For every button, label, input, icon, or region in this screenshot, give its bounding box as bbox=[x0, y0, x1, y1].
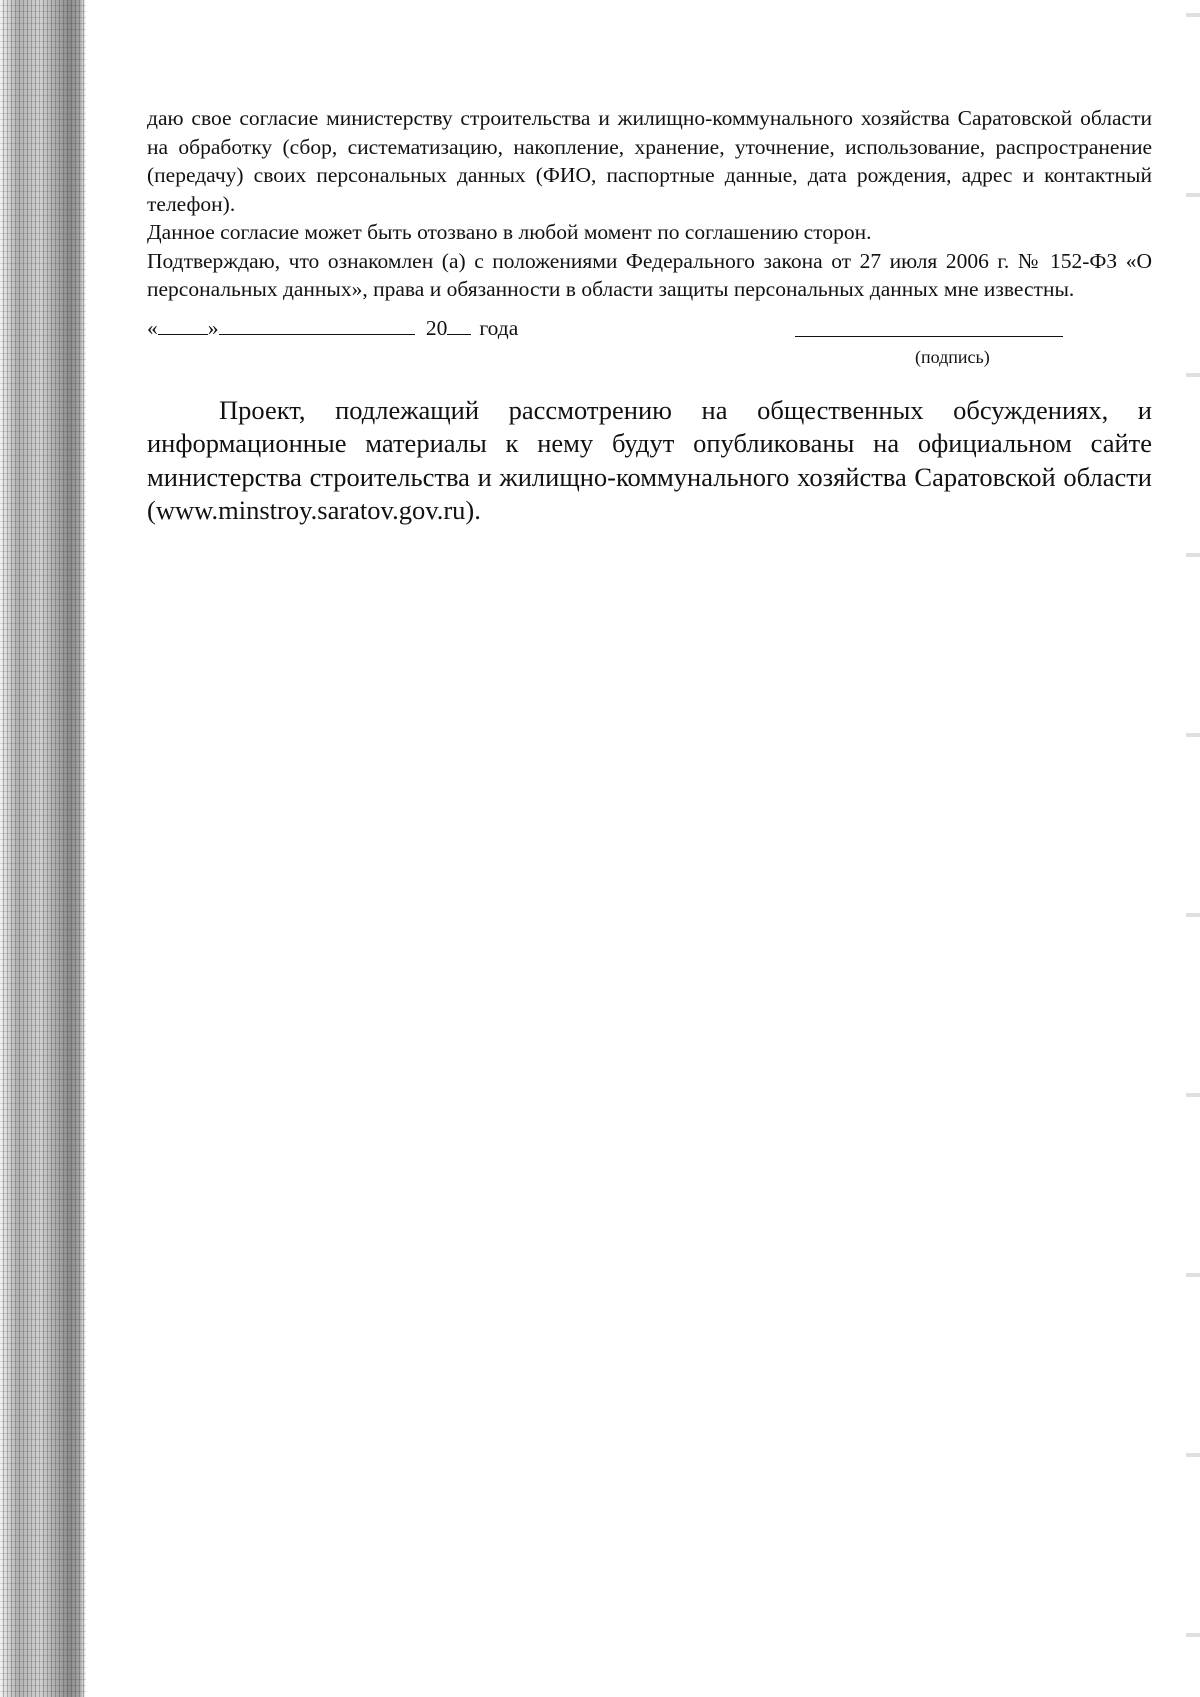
scan-edge-right-artifact bbox=[1186, 0, 1200, 1697]
scan-edge-artifact bbox=[0, 0, 86, 1697]
document-page bbox=[147, 104, 1152, 528]
consent-paragraph-2: Данное согласие может быть отозвано в любой момент по соглашению сторон. bbox=[147, 220, 872, 244]
day-blank[interactable] bbox=[158, 314, 208, 335]
year-suffix: года bbox=[479, 315, 519, 340]
date-open-quote: « bbox=[147, 315, 158, 340]
consent-paragraph-3: Подтверждаю, что ознакомлен (а) с положениями Федерального закона от 27 июля 2006 г. № 152-ФЗ «О персональных данных», права и обязанности в области защиты персональных данных мне известны. bbox=[147, 248, 1152, 301]
year-blank[interactable] bbox=[447, 314, 471, 335]
consent-paragraph-1: даю свое согласие министерству строительства и жилищно-коммунального хозяйства Саратовской области на обработку (сбор, систематизацию, накопление, хранение, уточнение, использование, распространение (передачу) своих персональных данных (ФИО, паспортные данные, дата рождения, адрес и контактный телефон). bbox=[147, 106, 1152, 216]
month-blank[interactable] bbox=[219, 314, 415, 335]
signature-caption: (подпись) bbox=[915, 346, 990, 367]
year-prefix: 20 bbox=[425, 315, 448, 340]
notice-paragraph: Проект, подлежащий рассмотрению на общественных обсуждениях, и информационные материалы к нему будут опубликованы на официальном сайте министерства строительства и жилищно-коммунального хозяйства Саратовской области (www.minstroy.saratov.gov.ru). bbox=[147, 394, 1152, 525]
date-close-quote: » bbox=[207, 315, 219, 340]
date-signature-row bbox=[147, 314, 1152, 367]
signature-line[interactable] bbox=[795, 336, 1063, 337]
